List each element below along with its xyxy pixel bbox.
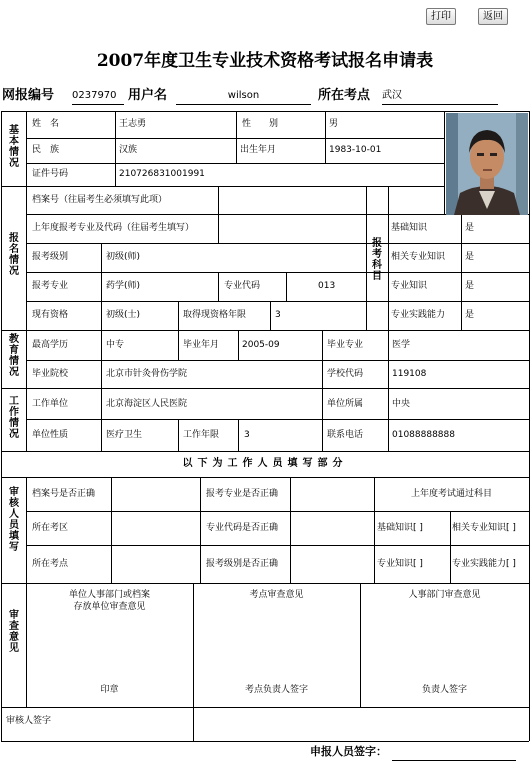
level-value: 初级(师)	[106, 252, 141, 262]
nature-value: 医疗卫生	[106, 430, 143, 440]
review-passed-title: 上年度考试通过科目	[410, 489, 492, 499]
level-label: 报考级别	[32, 252, 69, 262]
review-practice-check[interactable]: 专业实践能力[ ]	[452, 559, 516, 569]
review-related-check[interactable]: 相关专业知识[ ]	[452, 523, 516, 533]
degree-value: 中专	[106, 340, 125, 350]
school-code-value: 119108	[392, 369, 427, 379]
grad-year-label: 毕业年月	[183, 340, 220, 350]
grad-year-value: 2005-09	[242, 340, 280, 350]
name-value: 王志勇	[119, 119, 147, 129]
section-review-staff: 审核人员填写	[9, 487, 19, 553]
school-code-label: 学校代码	[327, 369, 364, 379]
section-review-opinion: 审查意见	[9, 610, 19, 654]
reg-no-label: 网报编号	[2, 88, 55, 103]
unit-value: 北京海淀区人民医院	[106, 399, 188, 409]
opinion-unit-title: 单位人事部门或档案	[68, 590, 150, 600]
subject-value: 是	[465, 281, 475, 291]
code-label: 专业代码	[224, 281, 261, 291]
gender-value: 男	[329, 119, 339, 129]
review-site-area: 所在考区	[32, 523, 69, 533]
applicant-sign-label: 申报人员签字：	[310, 745, 387, 758]
major-label: 报考专业	[32, 281, 69, 291]
section-basic: 基本情况	[9, 125, 19, 169]
qual-value: 初级(士)	[106, 310, 141, 320]
section-work: 工作情况	[9, 396, 19, 440]
subject-value: 是	[465, 223, 475, 233]
school-label: 毕业院校	[32, 369, 69, 379]
username-label: 用户名	[128, 88, 168, 103]
affil-value: 中央	[392, 399, 411, 409]
review-basic-check[interactable]: 基础知识[ ]	[377, 523, 423, 533]
qual-label: 现有资格	[32, 310, 69, 320]
ethnic-label: 民 族	[32, 145, 60, 155]
work-years-label: 工作年限	[183, 430, 220, 440]
gender-label: 性 别	[242, 119, 279, 129]
birth-label: 出生年月	[240, 145, 277, 155]
page-title: 2007年度卫生专业技术资格考试报名申请表	[96, 51, 434, 71]
work-years-value: 3	[244, 430, 250, 440]
grad-major-value: 医学	[392, 340, 411, 350]
opinion-unit-title: 存放单位审查意见	[73, 602, 146, 612]
subject-label: 基础知识	[391, 223, 428, 233]
applicant-photo	[446, 113, 528, 215]
phone-label: 联系电话	[327, 430, 364, 440]
degree-label: 最高学历	[32, 340, 69, 350]
subject-label: 相关专业知识	[391, 252, 446, 262]
section-apply: 报名情况	[9, 233, 19, 277]
review-site: 所在考点	[32, 559, 69, 569]
id-value: 210726831001991	[119, 169, 205, 179]
reg-no-value: 0237970	[72, 88, 124, 105]
staff-banner: 以下为工作人员填写部分	[182, 458, 348, 469]
nature-label: 单位性质	[32, 430, 69, 440]
subject-value: 是	[465, 252, 475, 262]
affil-label: 单位所属	[327, 399, 364, 409]
archive-label: 档案号（往届考生必须填写此项）	[32, 195, 168, 205]
id-label: 证件号码	[32, 169, 69, 179]
subject-label: 专业知识	[391, 281, 428, 291]
opinion-hr-sign: 负责人签字	[421, 685, 467, 695]
username-value: wilson	[176, 88, 311, 105]
review-prof-check[interactable]: 专业知识[ ]	[377, 559, 423, 569]
opinion-hr-title: 人事部门审查意见	[408, 590, 481, 600]
qual-years-label: 取得现资格年限	[183, 310, 247, 320]
subject-value: 是	[465, 310, 475, 320]
school-value: 北京市针灸骨伤学院	[106, 369, 188, 379]
last-year-label: 上年度报考专业及代码（往届考生填写）	[32, 223, 195, 233]
code-value: 013	[318, 281, 336, 291]
major-value: 药学(师)	[106, 281, 141, 291]
reviewer-sign: 审核人签字	[6, 716, 52, 726]
review-level-ok: 报考级别是否正确	[206, 559, 279, 569]
review-major-ok: 报考专业是否正确	[206, 489, 279, 499]
phone-value: 01088888888	[392, 430, 455, 440]
exam-site-label: 所在考点	[318, 88, 371, 103]
opinion-site-title: 考点审查意见	[249, 590, 304, 600]
birth-value: 1983-10-01	[329, 145, 382, 155]
ethnic-value: 汉族	[119, 145, 138, 155]
exam-site-value: 武汉	[382, 88, 498, 105]
applicant-sign-line[interactable]	[392, 760, 516, 761]
section-subjects: 报考科目	[372, 238, 382, 282]
section-education: 教育情况	[9, 334, 19, 378]
back-button[interactable]: 返回	[478, 8, 508, 25]
opinion-unit-seal: 印章	[100, 685, 119, 695]
review-code-ok: 专业代码是否正确	[206, 523, 279, 533]
name-label: 姓 名	[32, 119, 60, 129]
print-button[interactable]: 打印	[426, 8, 456, 25]
grad-major-label: 毕业专业	[327, 340, 364, 350]
subject-label: 专业实践能力	[391, 310, 446, 320]
opinion-site-sign: 考点负责人签字	[244, 685, 308, 695]
review-archive-ok: 档案号是否正确	[32, 489, 96, 499]
qual-years-value: 3	[275, 310, 281, 320]
unit-label: 工作单位	[32, 399, 69, 409]
